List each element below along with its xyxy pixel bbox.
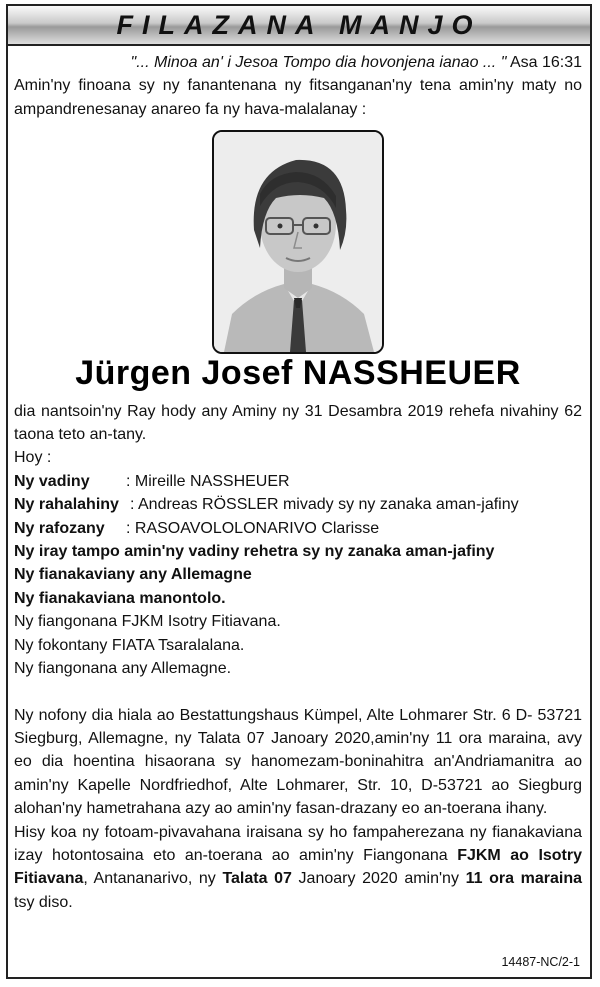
community-line: Ny fiangonana any Allemagne. [14, 660, 232, 678]
hoy-label: Hoy : [14, 449, 52, 467]
reference-code: 14487-NC/2-1 [501, 955, 580, 969]
closing-text: tsy diso. [14, 893, 73, 911]
portrait-illustration [214, 132, 382, 352]
closing-paragraph [14, 821, 582, 915]
death-notice: dia nantsoin'ny Ray hody any Aminy ny 31 Desambra 2019 rehefa nivahiny 62 taona teto an-tany. [14, 402, 582, 444]
family-line: Ny fianakaviany any Allemagne [14, 566, 252, 584]
closing-text: Hisy koa ny fotoam-pivavahana iraisana sy ho fampaherezana ny fianakaviana izay hotontosaina eto an-toerana ao amin'ny Fiangonana [14, 823, 582, 864]
closing-text: , Antananarivo, ny [83, 870, 223, 888]
church-name: FJKM ao Isotry Fitiavana [14, 846, 583, 888]
deceased-name: Jürgen Josef NASSHEUER [75, 354, 521, 393]
relative-row [14, 517, 582, 540]
family-line: Ny fianakaviana manontolo. [14, 589, 226, 607]
relative-row [14, 470, 582, 493]
service-time: 11 ora maraina [465, 870, 583, 888]
header-title: FILAZANA MANJO [116, 9, 482, 40]
header-banner [8, 6, 590, 46]
obituary-frame [6, 4, 592, 979]
relative-row [14, 493, 582, 516]
funeral-paragraph: Ny nofony dia hiala ao Bestattungshaus Kümpel, Alte Lohmarer Str. 6 D- 53721 Siegburg, Allemagne, ny Talata 07 Janoary 2020,amin'ny 11 ora maraina, avy eo dia hoentina hisaorana sy hanomezam-boninahitra an'Andriamanitra ao amin'ny Kapelle Nordfriedhof, Alte Lohmarer, Str. 10, D-53721 ao Siegburg alohan'ny hametrahana azy ao amin'ny fasan-drazany eo an-toerana ihany. [14, 706, 582, 818]
photo-container [14, 130, 582, 354]
relative-value: : Andreas RÖSSLER mivady sy ny zanaka aman-jafiny [130, 496, 519, 514]
relative-value: : Mireille NASSHEUER [126, 472, 290, 490]
portrait-photo [212, 130, 384, 354]
relative-value: : RASOAVOLOLONARIVO Clarisse [126, 519, 380, 537]
community-line: Ny fokontany FIATA Tsaralalana. [14, 636, 245, 654]
service-date: Talata 07 [222, 870, 292, 888]
relative-label: Ny rafozany [14, 519, 105, 537]
verse-quote: "... Minoa an' i Jesoa Tompo dia hovonjena ianao ... " [130, 54, 507, 71]
relative-label: Ny rahalahiny [14, 496, 119, 514]
community-line: Ny fiangonana FJKM Isotry Fitiavana. [14, 613, 281, 631]
intro-paragraph: Amin'ny finoana sy ny fanantenana ny fitsanganan'ny tena amin'ny maty no ampandrenesanay anareo fa ny hava-malalanay : [14, 77, 582, 118]
bible-verse [14, 51, 582, 74]
verse-reference: Asa 16:31 [509, 54, 582, 71]
family-line: Ny iray tampo amin'ny vadiny rehetra sy ny zanaka aman-jafiny [14, 543, 495, 561]
closing-text: Janoary 2020 amin'ny [291, 870, 466, 888]
obituary-body [8, 51, 590, 914]
relative-label: Ny vadiny [14, 472, 90, 490]
